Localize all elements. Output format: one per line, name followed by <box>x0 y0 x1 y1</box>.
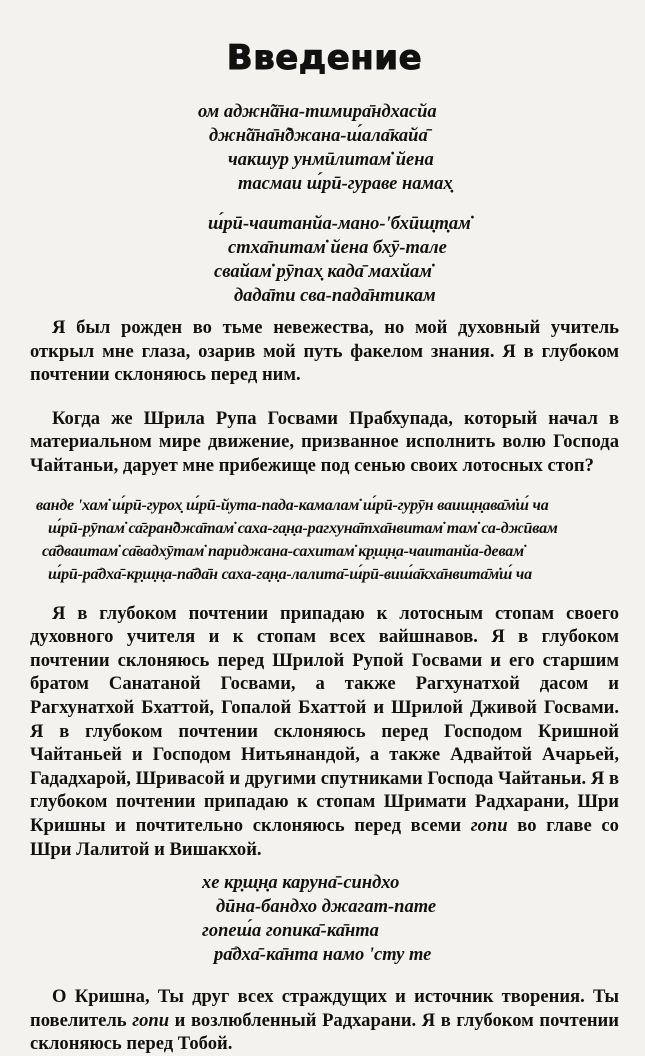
italic-term: гопи <box>470 814 508 836</box>
verse-block-4 <box>30 871 619 967</box>
paragraph-translation-1: Я был рожден во тьме невежества, но мой духовный учитель открыл мне глаза, озарив мой путь факелом знания. Я в глубоком почтении склоняюсь перед ним. <box>30 317 619 386</box>
paragraph-text: Я в глубоком почтении припадаю к лотосным стопам своего духовного учителя и к стопам всех вайшнавов. Я в глубоком почтении склоняюсь перед Шрилой Рупой Госвами и его старшим братом Санатаной Госвами, а также Рагхунатхой дасом и Рагхунатхой Бхаттой, Гопалой Бхаттой и Шрилой Дживой Госвами. Я в глубоком почтении склоняюсь перед Господом Кришной Чайтаньей и Господом Нитьянандой, а также Адвайтой Ачарьей, Гададхарой, Шривасой и другими спутниками Господа Чайтаньи. Я в глубоком почтении припадаю к стопам Шримати Радхарани, Шри Кришны и почтительно склоняюсь перед всеми <box>30 602 619 836</box>
paragraph-translation-2: Когда же Шрила Рупа Госвами Прабхупада, который начал в материальном мире движение, призванное исполнить волю Господа Чайтаньи, дарует мне прибежище под сенью своих лотосных стоп? <box>30 407 619 476</box>
verse-line: дада̄ти сва-пада̄нтикам <box>234 286 436 306</box>
verse-line: свайам̇ рӯпах̣ када̄ махйам̇ <box>214 262 432 282</box>
verse-line: гопеш́а гопика̄-ка̄нта <box>202 921 379 942</box>
paragraph-text: и возлюбленный Радхарани. Я в глубоком почтении склоняюсь перед Тобой. <box>30 1009 619 1055</box>
verse-line: ом аджн̃а̄на-тимира̄ндхасйа <box>198 102 437 122</box>
verse-line: джн̃а̄на̄н̃джана-ш́ала̄кайа̄ <box>209 126 428 146</box>
page-title: Введение <box>226 38 423 78</box>
verse-line: ра̄дха̄-ка̄нта намо 'сту те <box>214 945 432 966</box>
verse-line: ш́рӣ-рӯпам̇ са̄гран̃джа̄там̇ саха-га̣н̣а-рагхуна̄тха̄нвитам̇ там̇ са-джӣвам <box>48 519 558 537</box>
paragraph-translation-3 <box>30 602 619 862</box>
paragraph-text: во главе со Шри Лалитой и Вишакхой. <box>30 814 619 860</box>
verse-line: чакшур унмӣлитам̇ йена <box>228 150 434 170</box>
verse-block-1 <box>30 100 619 196</box>
verse-line: стха̄питам̇ йена бхӯ-тале <box>228 238 447 258</box>
verse-line: ш́рӣ-чаитанйа-мано-'бхӣш̣т̣ам̇ <box>208 214 471 234</box>
verse-line: тасмаи ш́рӣ-гураве намах̣ <box>238 174 453 194</box>
paragraph-text: О Кришна, Ты друг всех страждущих и источник творения. Ты повелитель <box>30 986 619 1031</box>
verse-line: ш́рӣ-ра̄дха̄-кр̣ш̣н̣а-па̄да̄н саха-га̣н̣а-лалита̄-ш́рӣ-виш́а̄кха̄нвита̄м̇ш́ ча <box>48 565 532 583</box>
italic-term: гопи <box>132 1009 170 1031</box>
verse-line: дӣна-бандхо джагат-пате <box>216 897 437 918</box>
paragraph-translation-4 <box>30 985 619 1056</box>
verse-block-3 <box>30 494 619 586</box>
verse-line: ванде 'хам̇ ш́рӣ-гурох̣ ш́рӣ-йута-пада-камалам̇ ш́рӣ-гурӯн ваиш̣н̣ава̄м̇ш́ ча <box>36 496 549 514</box>
verse-line: хе кр̣ш̣н̣а каруна̄-синдхо <box>202 873 400 894</box>
verse-block-2 <box>30 212 619 308</box>
verse-line: са̄дваитам̇ са̄вадхӯтам̇ париджана-сахитам̇ кр̣ш̣н̣а-чаитанйа-девам̇ <box>42 542 524 560</box>
